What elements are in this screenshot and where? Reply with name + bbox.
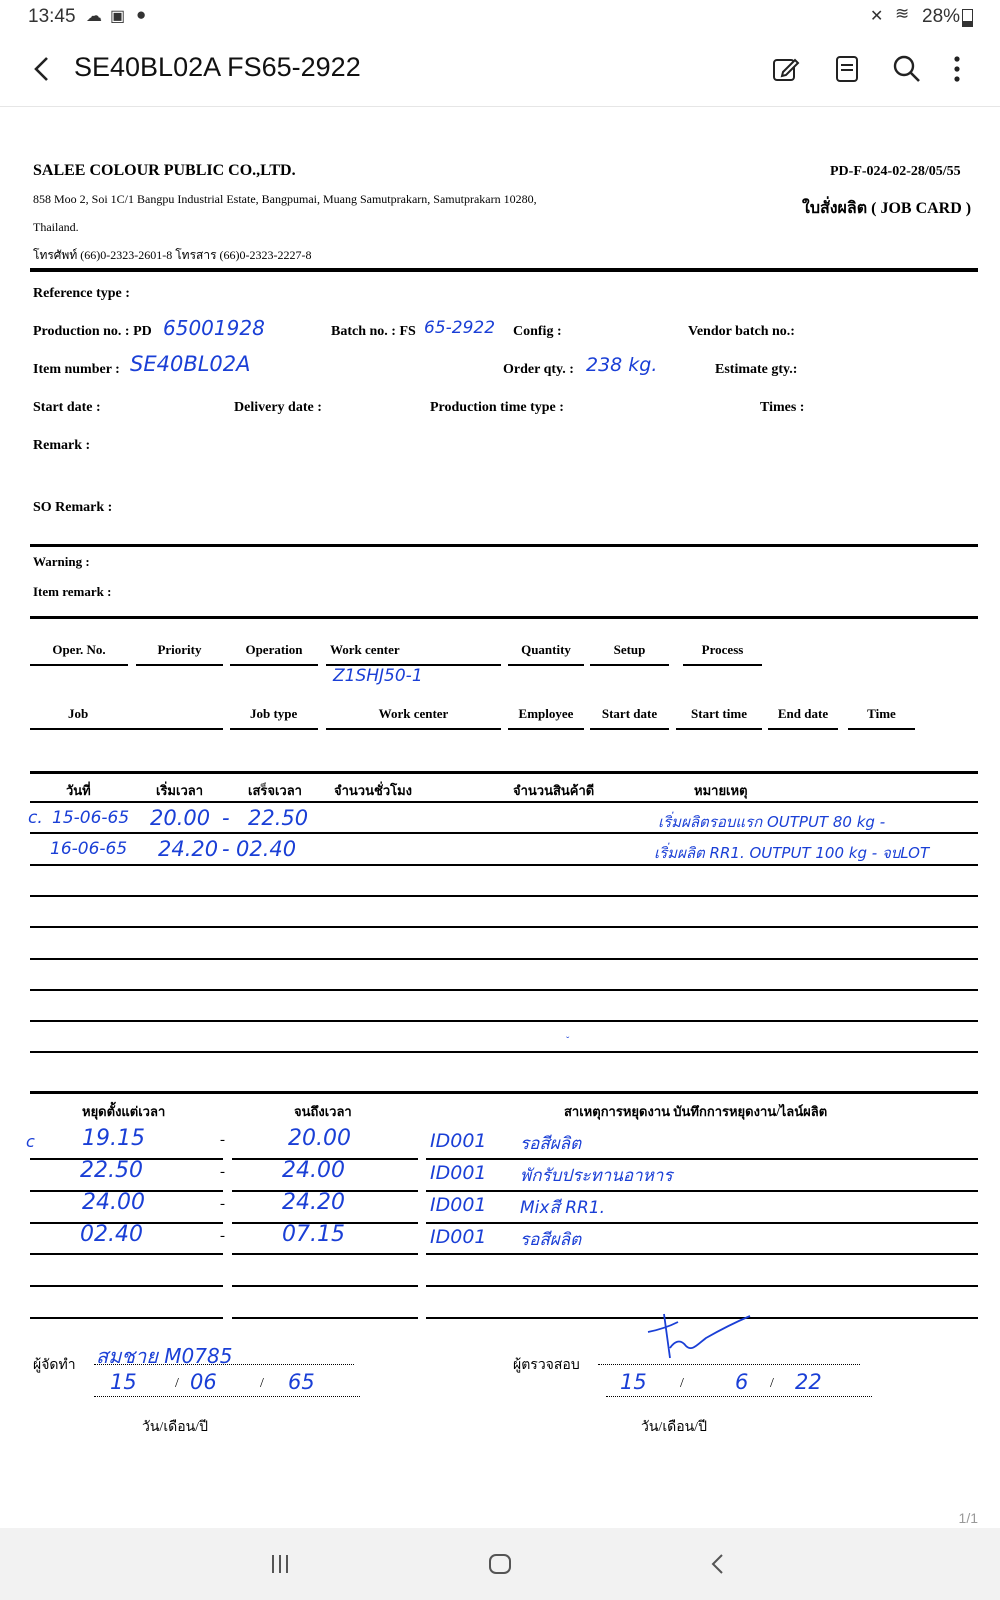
production-time-type-label: Production time type : [430,400,564,415]
stop-from-line [30,1285,223,1287]
date-separator: / [175,1376,179,1391]
operation-header-cell: Work center [330,642,400,657]
job-header-cell: Start time [691,706,747,721]
stop-separator: - [220,1228,225,1244]
checked-year: 22 [795,1370,822,1394]
work-center-value: Z1SHJ50-1 [333,666,423,686]
search-icon[interactable] [890,52,924,86]
date-separator: / [260,1376,264,1391]
stop-to-line [232,1317,418,1319]
divider [30,616,978,619]
header-underline [30,728,223,730]
order-qty-value: 238 kg. [586,354,658,376]
log-separator: - [222,837,230,861]
prepared-month: 06 [190,1370,217,1394]
operation-header-cell: Priority [157,642,202,657]
job-header-cell: Work center [378,706,449,721]
battery-percent: 28% [922,6,961,27]
stop-from-time: 02.40 [80,1222,143,1247]
app-bar [0,34,1000,107]
stop-reason-line [426,1253,978,1255]
log-end-time: 02.40 [236,837,297,861]
more-options-icon[interactable] [940,52,974,86]
job-header-cell: Job [68,706,89,721]
stop-to-time: 07.15 [282,1222,345,1247]
log-date: 15-06-65 [52,808,130,828]
back-arrow-icon[interactable] [26,52,60,86]
operation-header-cell: Process [701,642,744,657]
stop-reason-line [426,1285,978,1287]
stop-header-cell: หยุดตั้งแต่เวลา [82,1104,166,1119]
log-mark: c. [28,808,43,828]
operation-header-cell: Setup [613,642,646,657]
checked-by-label: ผู้ตรวจสอบ [513,1358,580,1373]
header-underline [508,664,584,666]
stop-code: ID001 [430,1162,487,1184]
item-number-label: Item number : [33,362,120,377]
job-header-cell: Time [867,706,896,721]
stop-reason-line [426,1190,978,1192]
log-row-line [30,1051,978,1053]
log-row-line [30,926,978,928]
stop-reason-line [426,1158,978,1160]
header-underline [676,728,762,730]
edit-icon[interactable] [769,52,803,86]
so-remark-label: SO Remark : [33,500,113,515]
operation-header-cell: Oper. No. [52,642,106,657]
remark-label: Remark : [33,438,91,453]
header-underline [590,664,669,666]
job-header-cell: End date [777,706,829,721]
job-header-cell: Employee [518,706,574,721]
header-underline [326,728,501,730]
github-icon: ● [136,5,147,24]
stop-to-time: 20.00 [288,1126,351,1151]
header-underline [768,728,838,730]
signature-line [598,1364,860,1365]
divider [30,1091,978,1094]
stop-code: ID001 [430,1226,487,1248]
log-start-time: 24.20 [158,837,219,861]
stop-reason: พักรับประทานอาหาร [520,1166,673,1186]
stop-mark: c [26,1132,35,1151]
stop-to-line [232,1285,418,1287]
log-header-cell: จำนวนสินค้าดี [513,783,595,798]
times-label: Times : [760,400,805,415]
log-note: เริ่มผลิตรอบแรก OUTPUT 80 kg - [658,813,886,831]
status-time: 13:45 [28,6,76,27]
operation-header-cell: Quantity [521,642,571,657]
batch-no-value: 65-2922 [424,318,496,338]
log-header-cell: เริ่มเวลา [156,783,204,798]
operation-header-cell: Operation [245,642,303,657]
header-underline [230,664,318,666]
estimate-qty-label: Estimate gty.: [715,362,798,377]
date-line [94,1396,360,1397]
date-separator: / [770,1376,774,1391]
stop-from-time: 24.00 [82,1190,145,1215]
config-label: Config : [513,324,562,339]
log-date: 16-06-65 [50,839,128,859]
log-row-line [30,958,978,960]
stop-to-time: 24.20 [282,1190,345,1215]
stop-reason: Mixสี RR1. [520,1198,606,1218]
prepared-date-caption: วัน/เดือน/ปี [142,1420,208,1435]
log-header-cell: เสร็จเวลา [248,783,302,798]
page-indicator: 1/1 [958,1510,978,1526]
mute-icon: ✕ [870,8,884,25]
reference-type-label: Reference type : [33,286,130,301]
item-number-value: SE40BL02A [130,352,251,376]
divider [30,268,978,272]
stop-from-time: 22.50 [80,1158,143,1183]
stop-to-time: 24.00 [282,1158,345,1183]
stop-separator: - [220,1164,225,1180]
divider [30,771,978,774]
form-code: PD-F-024-02-28/05/55 [830,164,961,179]
stop-separator: - [220,1196,225,1212]
battery-icon [962,9,973,27]
header-underline [508,728,584,730]
log-note: เริ่มผลิต RR1. OUTPUT 100 kg - จบLOT [654,844,930,862]
log-header-cell: วันที่ [66,783,91,798]
warning-label: Warning : [33,554,90,569]
company-address: 858 Moo 2, Soi 1C/1 Bangpu Industrial Estate, Bangpumai, Muang Samutprakarn, Samutprakarn 10280, [33,192,537,206]
log-header-cell: หมายเหตุ [694,783,748,798]
stop-header-cell: สาเหตุการหยุดงาน บันทึกการหยุดงาน/ไลน์ผลิต [564,1104,828,1119]
job-header-cell: Job type [250,706,298,721]
checked-date-caption: วัน/เดือน/ปี [641,1420,707,1435]
company-address-country: Thailand. [33,220,79,234]
log-row-line [30,989,978,991]
item-remark-label: Item remark : [33,584,112,599]
prepared-day: 15 [110,1370,137,1394]
header-underline [136,664,223,666]
divider [30,544,978,547]
wifi-icon: ≋ [895,4,910,23]
stop-code: ID001 [430,1194,487,1216]
log-end-time: 22.50 [248,806,309,830]
start-date-label: Start date : [33,400,101,415]
stop-to-line [232,1253,418,1255]
status-bar [0,0,1000,34]
back-icon[interactable] [706,1552,730,1576]
prepared-year: 65 [288,1370,315,1394]
recent-apps-icon[interactable] [268,1552,292,1576]
checked-month: 6 [735,1370,749,1394]
cloud-icon: ☁ [86,8,102,25]
log-row-line [30,895,978,897]
job-header-cell: Start date [601,706,658,721]
checker-signature [640,1308,760,1378]
production-no-label: Production no. : PD [33,324,152,339]
log-row-line [30,1020,978,1022]
navigation-bar [0,1528,1000,1600]
stop-reason: รอสีผลิต [520,1230,582,1250]
log-start-time: 20.00 [150,806,211,830]
doc-title: ใบสั่งผลิต ( JOB CARD ) [802,200,972,217]
company-name: SALEE COLOUR PUBLIC CO.,LTD. [33,162,296,179]
prepared-by-signature: สมชาย M0785 [96,1344,233,1368]
reader-mode-icon[interactable] [830,52,864,86]
notification-icon: ▣ [110,8,126,25]
stop-header-cell: จนถึงเวลา [294,1104,352,1119]
stop-from-line [30,1253,223,1255]
date-line [606,1396,872,1397]
stop-from-line [30,1317,223,1319]
log-header-cell: จำนวนชั่วโมง [334,783,413,798]
header-underline [590,728,669,730]
vendor-batch-label: Vendor batch no.: [688,324,795,339]
delivery-date-label: Delivery date : [234,400,322,415]
stop-code: ID001 [430,1130,487,1152]
signature-line [94,1364,354,1365]
stop-separator: - [220,1132,225,1148]
batch-no-label: Batch no. : FS [331,324,416,339]
document-page [0,108,1000,1528]
header-underline [683,664,762,666]
log-separator: - [222,806,230,830]
home-icon[interactable] [487,1552,513,1576]
stop-reason-line [426,1222,978,1224]
stray-mark: ˇ [566,1036,570,1047]
date-separator: / [680,1376,684,1391]
checked-day: 15 [620,1370,647,1394]
header-underline [848,728,915,730]
header-underline [230,728,318,730]
document-title: SE40BL02A FS65-2922 [74,52,361,82]
stop-from-time: 19.15 [82,1126,145,1151]
stop-reason: รอสีผลิต [520,1134,582,1154]
order-qty-label: Order qty. : [503,362,574,377]
log-row-line [30,801,978,803]
prepared-by-label: ผู้จัดทำ [33,1358,76,1373]
company-phone: โทรศัพท์ (66)0-2323-2601-8 โทรสาร (66)0-2323-2227-8 [33,248,312,262]
production-no-value: 65001928 [163,316,265,340]
header-underline [30,664,128,666]
